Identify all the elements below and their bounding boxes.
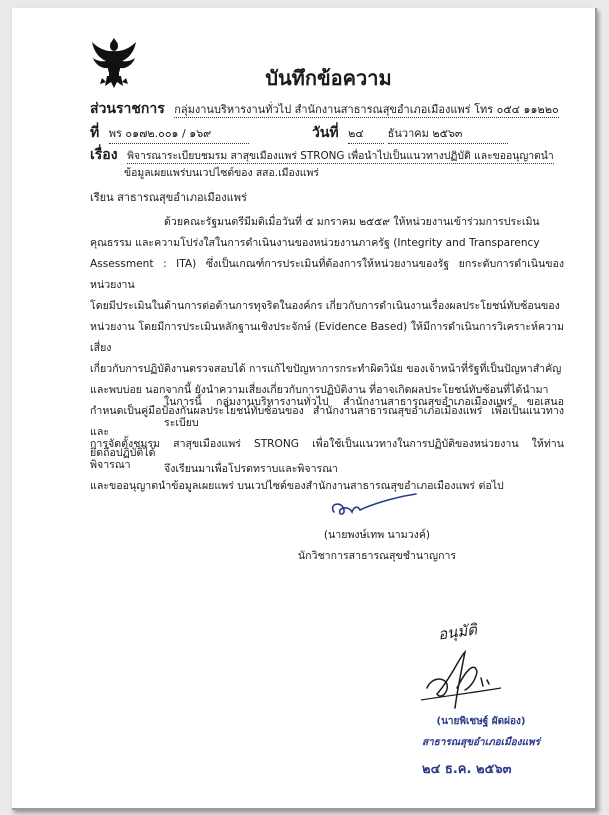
department-label: ส่วนราชการ bbox=[90, 101, 165, 117]
approval-date: ๒๔ ธ.ค. ๒๕๖๓ bbox=[422, 762, 512, 777]
reference-label: ที่ bbox=[90, 125, 100, 141]
approver-name: (นายพิเชษฐ์ ผัดผ่อง) bbox=[436, 716, 526, 727]
signature-1-icon bbox=[320, 488, 430, 528]
paragraph-2 bbox=[90, 392, 564, 497]
paragraph-line: ด้วยคณะรัฐมนตรีมีมติเมื่อวันที่ ๕ มกราคม ๒๕๕๙ ให้หน่วยงานเข้าร่วมการประเมิน bbox=[164, 216, 540, 228]
paragraph-line: เกี่ยวกับการปฏิบัติงานตรวจสอบได้ การแก้ไขปัญหาการกระทำผิดวินัย ของเจ้าหน้าที่รัฐที่เป็นปัญหาสำคัญ bbox=[90, 363, 562, 375]
subject-label: เรื่อง bbox=[90, 147, 118, 163]
signer-1-block bbox=[282, 526, 472, 564]
approver-block bbox=[396, 714, 566, 779]
paragraph-line: และพบบ่อย นอกจากนี้ ยังนำความเสี่ยงเกี่ยวกับการปฏิบัติงาน ที่อาจเกิดผลประโยชน์ทับซ้อนที่ได้นำมา bbox=[90, 384, 549, 396]
approver-position: สาธารณสุขอำเภอเมืองแพร่ bbox=[422, 737, 540, 748]
paragraph-line: การจัดตั้งชมรม สาสุขเมืองแพร่ STRONG เพื่อใช้เป็นแนวทางในการปฏิบัติของหน่วยงาน ให้ท่านพิจารณา bbox=[90, 438, 564, 471]
signer-1-name: (นายพงษ์เทพ นามวงค์) bbox=[323, 529, 431, 541]
paragraph-line: และขออนุญาตนำข้อมูลเผยแพร่ บนเวปไซต์ของสำนักงานสาธารณสุขอำเภอเมืองแพร่ ต่อไป bbox=[90, 480, 504, 492]
date-month-year: ธันวาคม ๒๕๖๓ bbox=[388, 124, 508, 144]
department-row bbox=[90, 98, 559, 120]
salutation: เรียน สาธารณสุขอำเภอเมืองแพร่ bbox=[90, 191, 247, 204]
signature-2-icon bbox=[417, 648, 507, 712]
department-value: กลุ่มงานบริหารงานทั่วไป สำนักงานสาธารณสุขอำเภอเมืองแพร่ โทร ๐๕๔ ๑๑๒๒๐ bbox=[174, 103, 559, 116]
memo-page bbox=[12, 8, 597, 810]
paragraph-line: Assessment : ITA) ซึ่งเป็นเกณฑ์การประเมินที่ต้องการให้หน่วยงานของรัฐ ยกระดับการดำเนินของหน่วยงาน bbox=[90, 258, 564, 291]
subject-line-1: พิจารณาระเบียบชมรม สาสุขเมืองแพร่ STRONG เพื่อนำไปเป็นแนวทางปฏิบัติ และขออนุญาตนำ bbox=[127, 150, 554, 162]
date-label: วันที่ bbox=[312, 125, 339, 141]
paragraph-line: กำหนดเป็นคู่มือป้องกันผลประโยชน์ทับซ้อนของ สำนักงานสาธารณสุขอำเภอเมืองแพร่ เพื่อเป็นแนวทางและ bbox=[90, 405, 564, 438]
memo-title: บันทึกข้อความ bbox=[265, 66, 392, 90]
date-day: ๒๔ bbox=[348, 124, 384, 144]
paragraph-line: ยึดถือปฏิบัติได้ bbox=[90, 447, 156, 459]
signer-1-position: นักวิชาการสาธารณสุขชำนาญการ bbox=[297, 550, 457, 562]
paragraph-line: โดยมีประเมินในด้านการต่อต้านการทุจริตในองค์กร เกี่ยวกับการดำเนินงานเรื่องผลประโยชน์ทับซ้อนของ bbox=[90, 300, 560, 312]
approval-note: อนุมัติ bbox=[436, 620, 478, 644]
reference-value: พร ๐๑๗๒.๐๐๑ / ๑๖๙ bbox=[109, 124, 249, 144]
subject-line-2: ข้อมูลเผยแพร่บนเวปไซต์ของ สสอ.เมืองแพร่ bbox=[124, 167, 319, 179]
date-row bbox=[312, 122, 508, 144]
closing-line: จึงเรียนมาเพื่อโปรดทราบและพิจารณา bbox=[164, 463, 338, 475]
paragraph-line: หน่วยงาน โดยมีการประเมินหลักฐานเชิงประจักษ์ (Evidence Based) ให้มีการดำเนินการวิเคราะห์ความเสี่ยง bbox=[90, 321, 564, 354]
paragraph-line: คุณธรรม และความโปร่งใสในการดำเนินงานของหน่วยงานภาครัฐ (Integrity and Transparency bbox=[90, 237, 540, 249]
subject-row bbox=[90, 144, 554, 166]
paragraph-line: ในการนี้ กลุ่มงานบริหารงานทั่วไป สำนักงานสาธารณสุขอำเภอเมืองแพร่ ขอเสนอระเบียบ bbox=[164, 396, 564, 429]
reference-row bbox=[90, 122, 249, 144]
